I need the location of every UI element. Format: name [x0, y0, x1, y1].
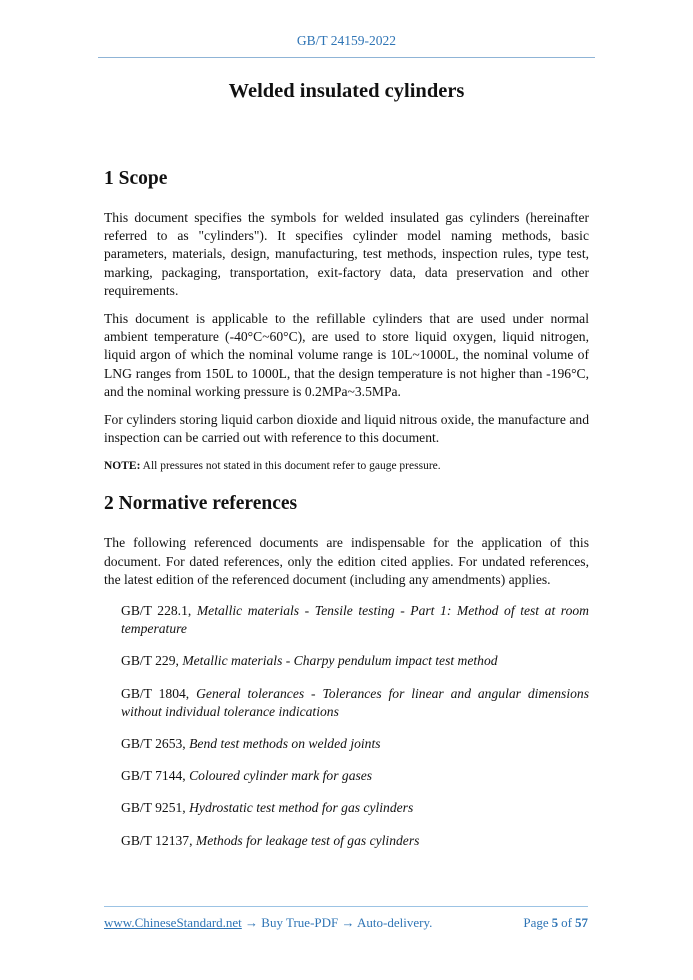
- header-divider: [98, 57, 595, 58]
- scope-paragraph-2: This document is applicable to the refillable cylinders that are used under normal ambient temperature (-40°C~60°C), are used to store liquid oxygen, liquid nitrogen, liquid argon of which the nominal volume range is 10L~1000L, the nominal volume of LNG ranges from 150L to 1000L, that the design temperature is not higher than -196°C, and the nominal working pressure is 0.2MPa~3.5MPa.: [104, 311, 589, 399]
- arrow-right-icon: →: [338, 915, 358, 930]
- document-title: Welded insulated cylinders: [228, 80, 465, 102]
- reference-item: [121, 735, 589, 753]
- reference-code: GB/T 7144,: [121, 768, 190, 784]
- reference-item: [121, 652, 589, 670]
- reference-item: [121, 767, 589, 785]
- reference-title: Methods for leakage test of gas cylinders: [195, 832, 420, 848]
- reference-title: General tolerances - Tolerances for linear and angular dimensions without individual tolerance indications: [121, 685, 589, 719]
- scope-note: [104, 458, 589, 474]
- reference-code: GB/T 2653,: [121, 736, 190, 752]
- reference-title: Coloured cylinder mark for gases: [189, 768, 373, 784]
- page-current: 5: [551, 915, 559, 930]
- reference-code: GB/T 9251,: [121, 800, 190, 816]
- footer-promo: [104, 915, 432, 931]
- reference-code: GB/T 12137,: [121, 832, 196, 848]
- page-of-label: of: [561, 915, 572, 930]
- page-content: [104, 166, 589, 850]
- reference-title: Bend test methods on welded joints: [189, 736, 381, 752]
- reference-item: [121, 832, 589, 850]
- reference-code: GB/T 228.1,: [121, 603, 197, 619]
- reference-item: [121, 799, 589, 817]
- reference-title: Metallic materials - Tensile testing - Part 1: Method of test at room temperature: [121, 603, 589, 637]
- reference-code: GB/T 1804,: [121, 685, 197, 701]
- scope-paragraph-3: For cylinders storing liquid carbon dioxide and liquid nitrous oxide, the manufacture and inspection can be carried out with reference to this document.: [104, 412, 589, 446]
- chinese-standard-link[interactable]: www.ChineseStandard.net: [104, 915, 242, 930]
- auto-delivery-text: Auto-delivery.: [357, 915, 433, 930]
- reference-title: Metallic materials - Charpy pendulum impact test method: [182, 653, 498, 669]
- page-label: Page: [523, 915, 549, 930]
- footer-divider: [104, 906, 588, 907]
- scope-paragraph-1: This document specifies the symbols for welded insulated gas cylinders (hereinafter referred to as "cylinders"). It specifies cylinder model naming methods, basic parameters, materials, design, manufacturing, test methods, inspection rules, type test, marking, packaging, transportation, exit-factory data, data preservation and other requirements.: [104, 210, 589, 298]
- reference-item: [121, 602, 589, 638]
- running-header-standard-code: GB/T 24159-2022: [296, 33, 397, 48]
- page-total: 57: [575, 915, 588, 930]
- references-intro-paragraph: The following referenced documents are indispensable for the application of this document. For dated references, only the edition cited applies. For undated references, the latest edition of the referenced document (including any amendments) applies.: [104, 535, 589, 587]
- section-heading-scope: 1 Scope: [104, 168, 168, 189]
- note-text: All pressures not stated in this document refer to gauge pressure.: [140, 460, 441, 473]
- reference-item: [121, 685, 589, 721]
- reference-title: Hydrostatic test method for gas cylinders: [189, 800, 414, 816]
- page-footer: [104, 915, 588, 931]
- reference-code: GB/T 229,: [121, 653, 183, 669]
- arrow-right-icon: →: [241, 915, 262, 930]
- section-heading-normative-references: 2 Normative references: [104, 493, 298, 515]
- note-label: NOTE:: [104, 460, 141, 473]
- page-number: [520, 915, 588, 931]
- buy-true-pdf-text: Buy True-PDF: [261, 915, 339, 930]
